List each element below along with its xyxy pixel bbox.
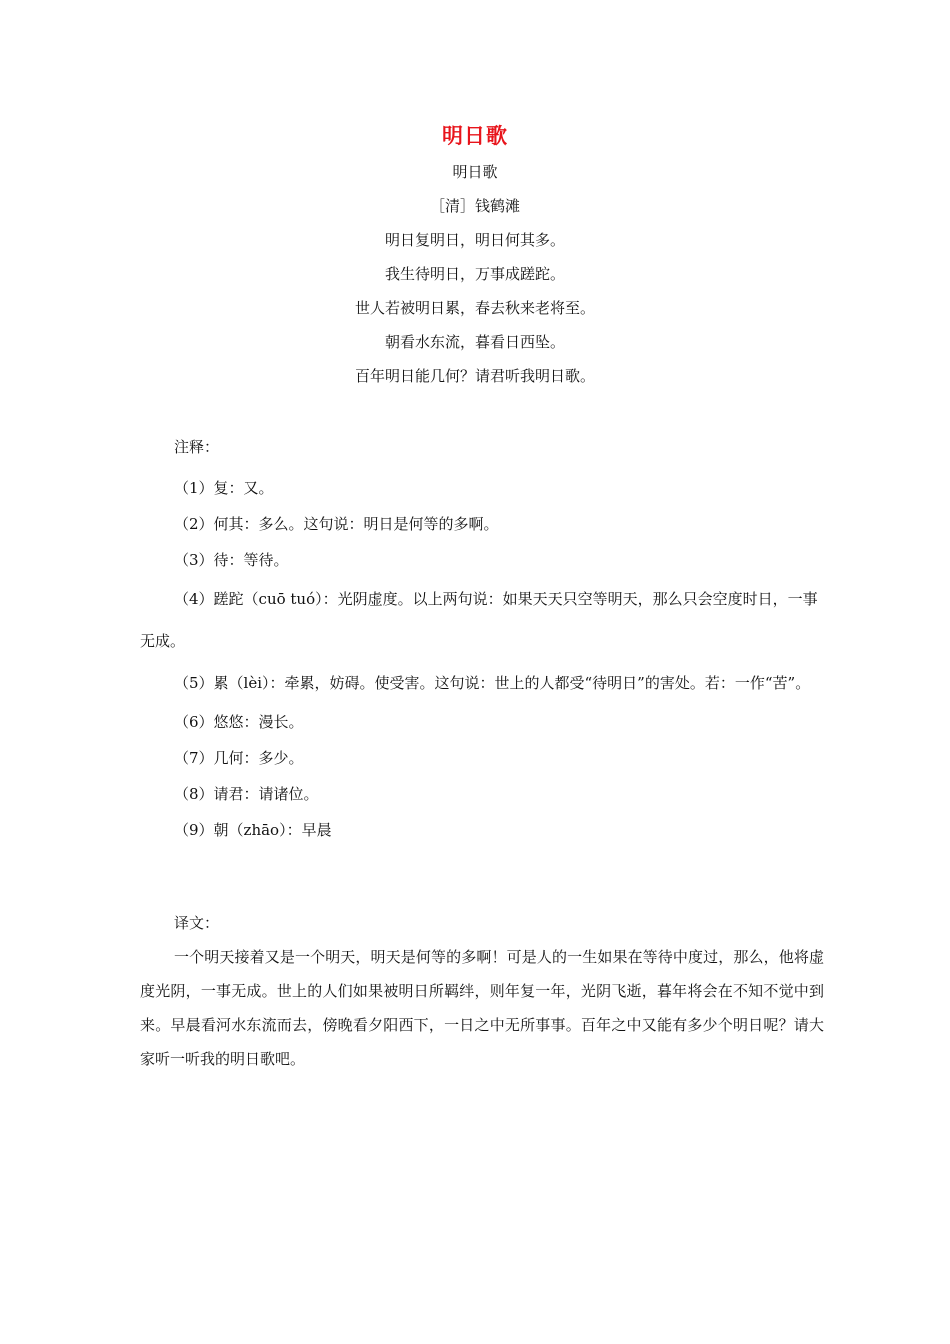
notes-list xyxy=(140,470,824,848)
poem-line: 朝看水东流，暮看日西坠。 xyxy=(384,333,565,351)
note-item: （8）请君：请诸位。 xyxy=(174,785,319,803)
note-item: （6）悠悠：漫长。 xyxy=(174,713,304,731)
note-item: （1）复：又。 xyxy=(174,479,274,497)
poem-line: 百年明日能几何？请君听我明日歌。 xyxy=(354,367,595,385)
poem-block xyxy=(0,160,950,398)
note-item: （5）累（lèi）：牵累，妨碍。使受害。这句说：世上的人都受“待明日”的害处。若：一作“苦”。 xyxy=(174,674,811,692)
poem-author: ［清］钱鹤滩 xyxy=(429,197,520,215)
notes-heading: 注释： xyxy=(174,438,220,456)
poem-name: 明日歌 xyxy=(452,163,498,181)
note-item: （9）朝（zhāo）：早晨 xyxy=(174,821,332,839)
poem-line: 明日复明日，明日何其多。 xyxy=(384,231,565,249)
note-item: （3）待：等待。 xyxy=(174,551,289,569)
document-title: 明日歌 xyxy=(442,124,508,148)
poem-line: 世人若被明日累，春去秋来老将至。 xyxy=(354,299,595,317)
note-item: （4）蹉跎（cuō tuó）：光阴虚度。以上两句说：如果天天只空等明天，那么只会空度时日，一事无成。 xyxy=(140,590,818,650)
translation-heading: 译文： xyxy=(174,914,220,932)
translation-text: 一个明天接着又是一个明天，明天是何等的多啊！可是人的一生如果在等待中度过，那么，他将虚度光阴，一事无成。世上的人们如果被明日所羁绊，则年复一年，光阴飞逝，暮年将会在不知不觉中到来。早晨看河水东流而去，傍晚看夕阳西下，一日之中无所事事。百年之中又能有多少个明日呢？请大家听一听我的明日歌吧。 xyxy=(140,948,824,1068)
note-item: （2）何其：多么。这句说：明日是何等的多啊。 xyxy=(174,515,499,533)
note-item: （7）几何：多少。 xyxy=(174,749,304,767)
poem-line: 我生待明日，万事成蹉跎。 xyxy=(384,265,565,283)
